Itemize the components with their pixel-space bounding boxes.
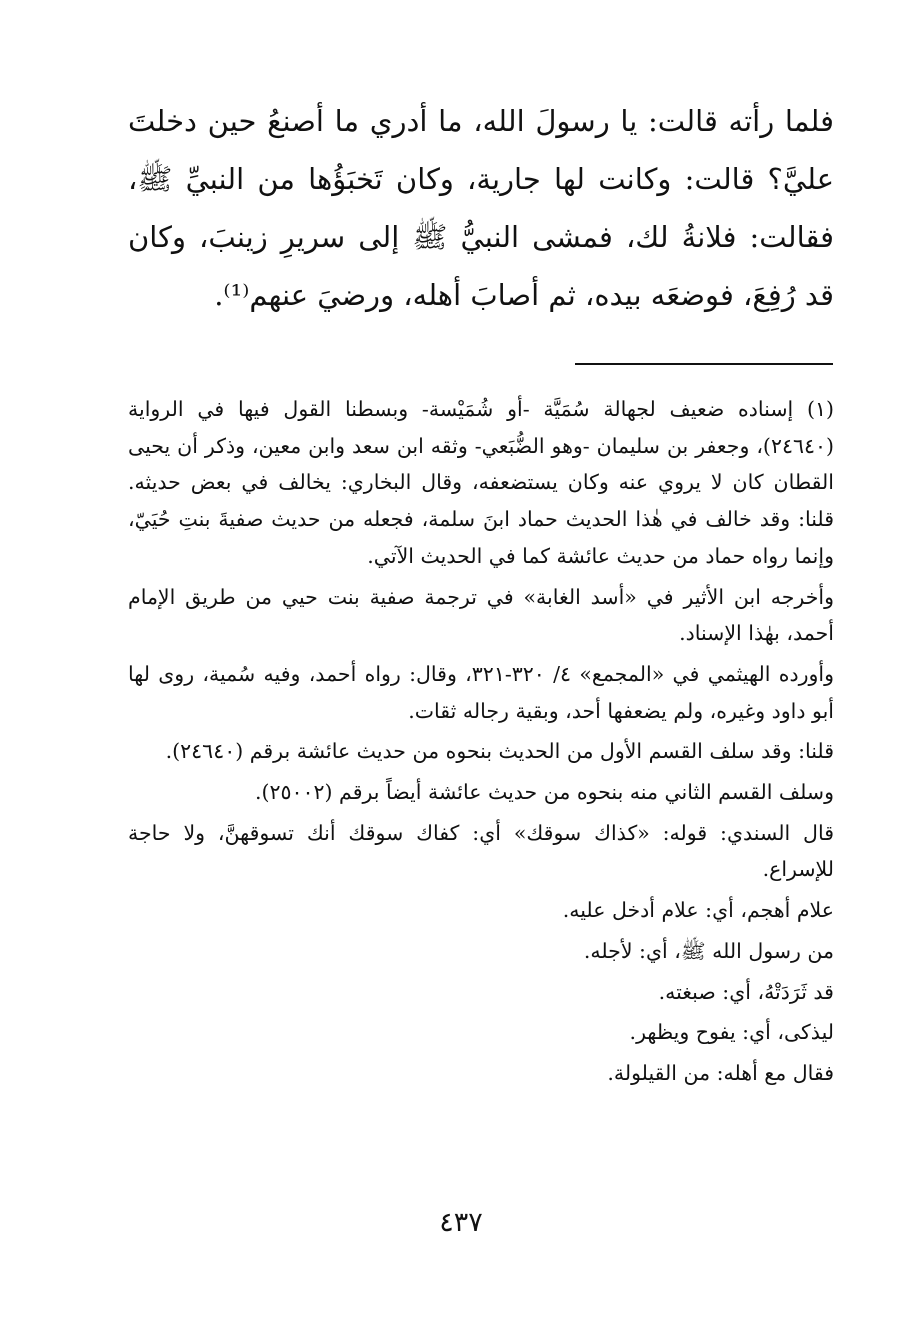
main-paragraph: فلما رأته قالت: يا رسولَ الله، ما أدري ما أصنعُ حين دخلتَ عليَّ؟ قالت: وكانت لها جارية، وكان تَخبَؤُها من النبيِّ ﷺ، فقالت: فلانةُ لك، فمشى النبيُّ ﷺ إلى سريرِ زينبَ، وكان قد رُفِعَ، فوضعَه بيده، ثم أصابَ أهله، ورضيَ عنهم⁽¹⁾.	[128, 104, 834, 312]
footnote-paragraph: وأخرجه ابن الأثير في «أسد الغابة» في ترجمة صفية بنت حيي من طريق الإمام أحمد، بهٰذا الإسناد.	[128, 584, 834, 646]
footnote-paragraph: ليذكى، أي: يفوح ويظهر.	[629, 1020, 834, 1045]
footnote-paragraph: فقال مع أهله: من القيلولة.	[607, 1060, 834, 1085]
footnote-paragraph: قلنا: وقد سلف القسم الأول من الحديث بنحوه من حديث عائشة برقم (٢٤٦٤٠).	[165, 739, 834, 764]
main-text	[128, 92, 834, 324]
footnote-paragraph: قد ثَرَدَتْهُ، أي: صبغته.	[658, 979, 834, 1004]
page-number: ٤٣٧	[439, 1207, 483, 1238]
footnote-paragraph: من رسول الله ﷺ، أي: لأجله.	[583, 938, 834, 963]
footnote-paragraph: وأورده الهيثمي في «المجمع» ٤/ ٣٢٠-٣٢١، وقال: رواه أحمد، وفيه سُمية، روى لها أبو داود وغيره، ولم يضعفها أحد، وبقية رجاله ثقات.	[128, 661, 834, 723]
footnotes	[128, 391, 834, 1096]
footnote-paragraph: وسلف القسم الثاني منه بنحوه من حديث عائشة أيضاً برقم (٢٥٠٠٢).	[254, 780, 834, 805]
footnote-paragraph: قال السندي: قوله: «كذاك سوقك» أي: كفاك سوقك أنك تسوقهنَّ، ولا حاجة للإسراع.	[128, 820, 834, 882]
footnote-separator	[575, 363, 833, 365]
footnote-paragraph: (١) إسناده ضعيف لجهالة سُمَيَّة -أو شُمَيْسة- وبسطنا القول فيها في الرواية (٢٤٦٤٠)، وجعفر بن سليمان -وهو الضُّبَعي- وثقه ابن سعد وابن معين، وذكر أن يحيى القطان كان لا يروي عنه وكان يستضعفه، وقال البخاري: يخالف في بعض حديثه. قلنا: وقد خالف في هٰذا الحديث حماد ابنَ سلمة، فجعله من حديث صفيةَ بنتِ حُيَيّ، وإنما رواه حماد من حديث عائشة كما في الحديث الآتي.	[128, 397, 834, 568]
footnote-paragraph: علام أهجم، أي: علام أدخل عليه.	[562, 898, 834, 923]
